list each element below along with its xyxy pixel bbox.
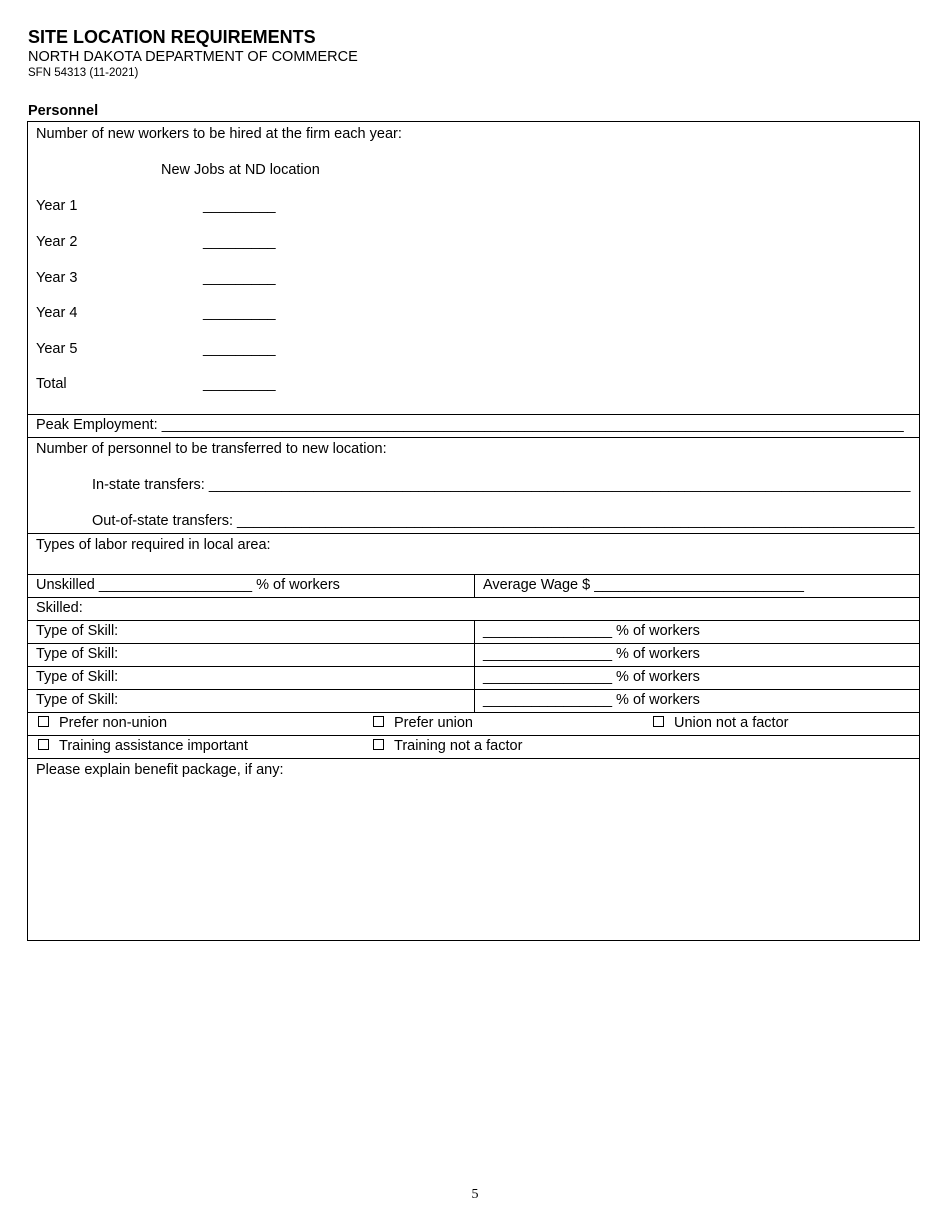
skill-percent-field[interactable]: ________________ % of workers — [483, 669, 700, 685]
divider — [28, 437, 919, 438]
out-of-state-transfers-field[interactable]: Out-of-state transfers: ____________________________________________________________________________________ — [92, 513, 915, 529]
department-name: NORTH DAKOTA DEPARTMENT OF COMMERCE — [28, 49, 358, 65]
union-not-factor-label: Union not a factor — [674, 715, 789, 731]
skill-percent-field[interactable]: ________________ % of workers — [483, 646, 700, 662]
page-number: 5 — [471, 1187, 479, 1202]
peak-employment-field[interactable]: Peak Employment: ____________________________________________________________________________________________ — [36, 417, 904, 433]
form-number: SFN 54313 (11-2021) — [28, 67, 139, 79]
new-jobs-column-header: New Jobs at ND location — [161, 162, 320, 178]
divider — [474, 574, 475, 597]
prefer-union-label: Prefer union — [394, 715, 473, 731]
average-wage-field[interactable]: Average Wage $ __________________________ — [483, 577, 804, 593]
transfers-question: Number of personnel to be transferred to new location: — [36, 441, 387, 457]
checkbox[interactable] — [373, 739, 384, 750]
skill-type-label: Type of Skill: — [36, 692, 119, 708]
prefer-union-option[interactable] — [373, 715, 473, 732]
new-workers-question: Number of new workers to be hired at the firm each year: — [36, 126, 402, 142]
personnel-form-box — [27, 121, 920, 941]
divider — [28, 597, 919, 598]
in-state-transfers-field[interactable]: In-state transfers: _______________________________________________________________________________________ — [92, 477, 911, 493]
checkbox[interactable] — [38, 716, 49, 727]
divider — [28, 643, 919, 644]
divider — [28, 533, 919, 534]
checkbox[interactable] — [653, 716, 664, 727]
divider — [28, 758, 919, 759]
training-important-option[interactable] — [38, 738, 248, 755]
prefer-non-union-label: Prefer non-union — [59, 715, 168, 731]
year-4-label: Year 4 — [36, 305, 78, 321]
divider — [28, 666, 919, 667]
training-not-factor-label: Training not a factor — [394, 738, 523, 754]
divider — [28, 735, 919, 736]
checkbox[interactable] — [373, 716, 384, 727]
year-2-field[interactable]: _________ — [203, 234, 276, 250]
divider — [28, 689, 919, 690]
benefit-package-textarea[interactable] — [28, 782, 919, 940]
prefer-non-union-option[interactable] — [38, 715, 167, 732]
year-5-field[interactable]: _________ — [203, 341, 276, 357]
benefit-package-prompt: Please explain benefit package, if any: — [36, 762, 284, 778]
section-title-personnel: Personnel — [28, 103, 99, 119]
year-3-label: Year 3 — [36, 270, 78, 286]
skill-type-label: Type of Skill: — [36, 623, 119, 639]
skill-percent-field[interactable]: ________________ % of workers — [483, 623, 700, 639]
year-1-label: Year 1 — [36, 198, 78, 214]
total-field[interactable]: _________ — [203, 376, 276, 392]
divider — [28, 414, 919, 415]
labor-types-question: Types of labor required in local area: — [36, 537, 271, 553]
divider — [28, 712, 919, 713]
training-important-label: Training assistance important — [59, 738, 248, 754]
skilled-label: Skilled: — [36, 600, 83, 616]
skill-type-label: Type of Skill: — [36, 669, 119, 685]
checkbox[interactable] — [38, 739, 49, 750]
year-1-field[interactable]: _________ — [203, 198, 276, 214]
year-3-field[interactable]: _________ — [203, 270, 276, 286]
total-label: Total — [36, 376, 67, 392]
training-not-factor-option[interactable] — [373, 738, 522, 755]
union-not-factor-option[interactable] — [653, 715, 788, 732]
year-4-field[interactable]: _________ — [203, 305, 276, 321]
year-2-label: Year 2 — [36, 234, 78, 250]
skill-type-label: Type of Skill: — [36, 646, 119, 662]
unskilled-percent-field[interactable]: Unskilled ___________________ % of workers — [36, 577, 340, 593]
skill-percent-field[interactable]: ________________ % of workers — [483, 692, 700, 708]
year-5-label: Year 5 — [36, 341, 78, 357]
form-title: SITE LOCATION REQUIREMENTS — [28, 27, 316, 47]
